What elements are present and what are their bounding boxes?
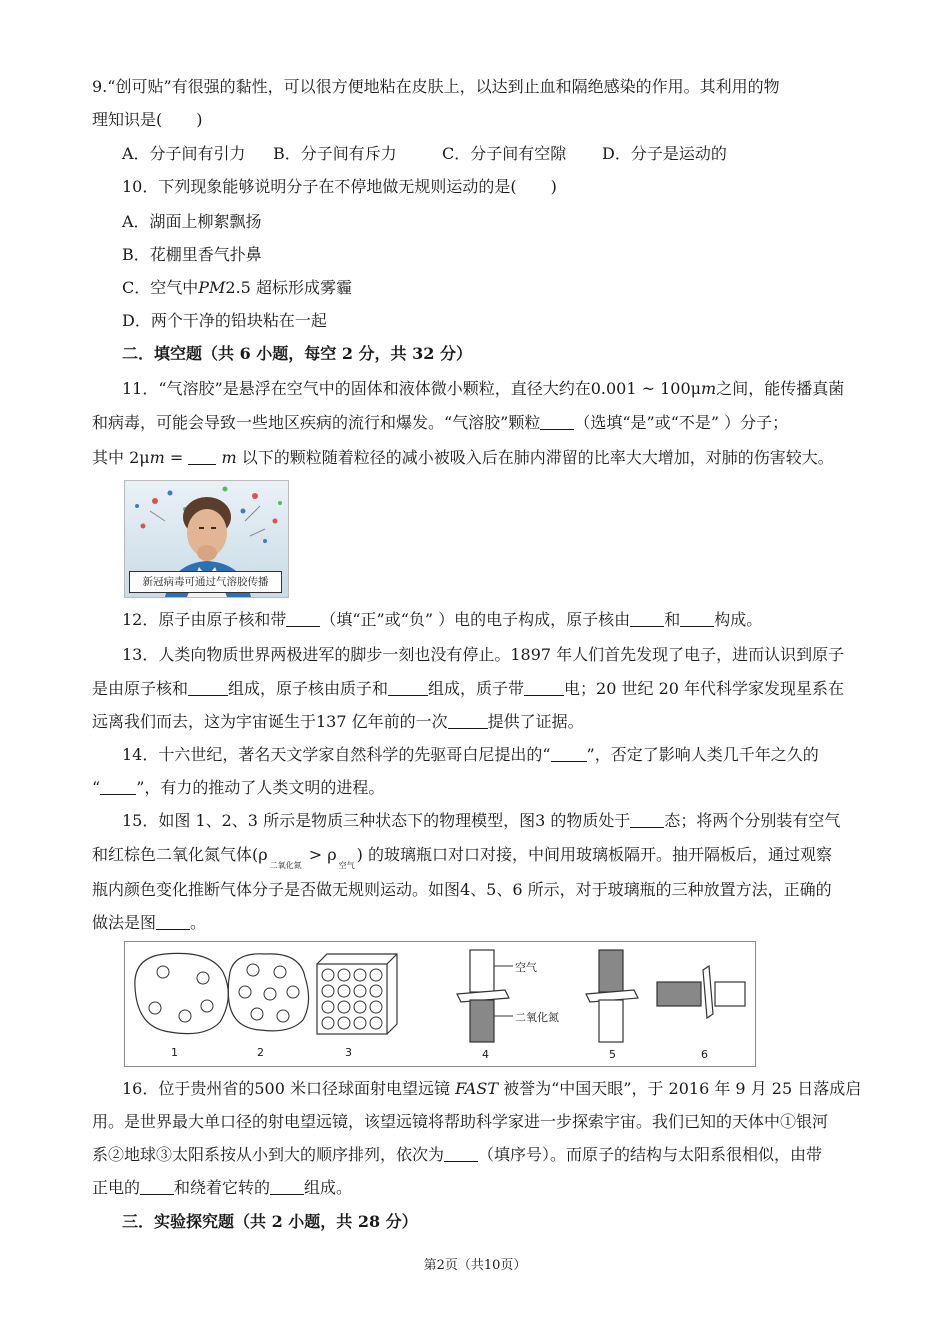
q15-sub-air: 空气 <box>338 861 355 870</box>
q13-line2 <box>92 678 872 700</box>
fig-label-5: 5 <box>609 1048 616 1061</box>
q15-text-b: 态；将两个分别装有空气 <box>664 811 841 830</box>
q9-paren-close: ) <box>196 110 203 129</box>
q11-unit-m: m <box>701 379 717 398</box>
bottle-setup-6 <box>657 966 745 1018</box>
q13-text-a: 是由原子核和 <box>92 679 189 698</box>
q11-line3 <box>92 447 872 469</box>
q15-line3: 瓶内颜色变化推断气体分子是否做无规则运动。如图4、5、6 所示，对于玻璃瓶的三种放置方法，正确的 <box>92 880 832 899</box>
q12-text-c: 和 <box>664 610 681 629</box>
q11-line3-rest: 以下的颗粒随着粒径的减小被吸入后在肺内滞留的比率大大增加，对肺的伤害较大。 <box>236 448 834 467</box>
q11-blank-1[interactable] <box>540 413 574 430</box>
q9-stem-text: 理知识是( <box>92 110 163 129</box>
q12-text-b: （填“正”或“负” ）电的电子构成，原子核由 <box>320 610 631 629</box>
q9-option-a: A．分子间有引力 <box>122 144 246 163</box>
q14-blank-1[interactable] <box>551 745 587 762</box>
q16-line4 <box>92 1177 872 1199</box>
label-no2: 二氧化氮 <box>515 1011 559 1024</box>
q10-paren-close: ) <box>550 177 557 196</box>
q15-text-e: 做法是图 <box>92 913 157 932</box>
q11-line1-text: 11．“气溶胶”是悬浮在空气中的固体和液体微小颗粒，直径大约在0.001 ~ 100μ <box>122 379 702 398</box>
q15-text-d: ) 的玻璃瓶口对口对接，中间用玻璃板隔开。抽开隔板后，通过观察 <box>356 845 832 864</box>
section3-title: 三．实验探究题（共 2 小题，共 28 分） <box>122 1212 418 1231</box>
q15-line2 <box>92 844 872 869</box>
q11-line1 <box>122 378 902 400</box>
q15-blank-1[interactable] <box>630 811 664 828</box>
q10-stem <box>122 176 902 198</box>
q11-unit-m3: m <box>221 448 237 467</box>
q13-text-b: 组成，原子核由质子和 <box>228 679 389 698</box>
q11-equals: = <box>164 448 189 467</box>
q15-text-a: 15．如图 1、2、3 所示是物质三种状态下的物理模型，图3 的物质处于 <box>122 811 631 830</box>
q15-greater-than: > ρ <box>303 845 337 864</box>
q16-blank-2[interactable] <box>140 1178 174 1195</box>
q16-text-g: 组成。 <box>304 1178 353 1197</box>
q16-blank-1[interactable] <box>444 1145 478 1162</box>
q9-option-c: C．分子间有空隙 <box>442 144 567 163</box>
q13-text-c: 组成，质子带 <box>428 679 525 698</box>
bottle-setup-4 <box>457 950 513 1042</box>
q15-figure <box>124 941 756 1067</box>
q10-option-d: D．两个干净的铅块粘在一起 <box>122 311 327 330</box>
q14-text-a: 14．十六世纪，著名天文学家自然科学的先驱哥白尼提出的“ <box>122 745 551 764</box>
molecules <box>149 964 382 1029</box>
q14-blank-2[interactable] <box>100 778 136 795</box>
q10-option-c-pm: PM <box>198 278 226 297</box>
q15-period: 。 <box>190 913 207 932</box>
fig-label-6: 6 <box>701 1048 708 1061</box>
q16-line2: 用。是世界最大单口径的射电望远镜，该望远镜将帮助科学家进一步探索宇宙。我们已知的天体中①银河 <box>92 1112 829 1131</box>
q14-open-quote: “ <box>92 778 101 797</box>
q11-unit-m2: m <box>149 448 165 467</box>
q13-text-e: 远离我们而去，这为宇宙诞生于137 亿年前的一次 <box>92 712 448 731</box>
label-air: 空气 <box>515 961 537 974</box>
q10-option-c-text: C．空气中 <box>122 278 199 297</box>
q12-blank-1[interactable] <box>286 610 320 627</box>
q16-text-f: 和绕着它转的 <box>174 1178 271 1197</box>
q13-blank-3[interactable] <box>524 679 564 696</box>
q9-options <box>122 143 902 165</box>
q9-stem-line2 <box>92 109 872 131</box>
q12-text-d: 构成。 <box>714 610 763 629</box>
q15-blank-2[interactable] <box>156 913 190 930</box>
fig-label-1: 1 <box>171 1046 178 1059</box>
aerosol-photo <box>124 480 289 598</box>
q9-stem-line1: 9.“创可贴”有很强的黏性，可以很方便地粘在皮肤上，以达到止血和隔绝感染的作用。其利用的物 <box>92 77 780 96</box>
q13-blank-1[interactable] <box>188 679 228 696</box>
fig-label-4: 4 <box>482 1048 489 1061</box>
q11-line1-rest: 之间，能传播真菌 <box>716 379 845 398</box>
q13-blank-2[interactable] <box>388 679 428 696</box>
photo-caption: 新冠病毒可通过气溶胶传播 <box>129 571 282 593</box>
q9-option-b: B．分子间有斥力 <box>273 144 397 163</box>
q16-text-a: 16．位于贵州省的500 米口径球面射电望远镜 <box>122 1079 450 1098</box>
q10-option-c <box>122 277 902 299</box>
q16-blank-3[interactable] <box>270 1178 304 1195</box>
q15-line4 <box>92 912 872 934</box>
q10-option-b: B．花棚里香气扑鼻 <box>122 245 262 264</box>
q16-text-e: 正电的 <box>92 1178 141 1197</box>
q16-text-d: （填序号）。而原子的结构与太阳系很相似，由带 <box>478 1145 823 1164</box>
q12-blank-2[interactable] <box>630 610 664 627</box>
q13-text-f: 提供了证据。 <box>487 712 584 731</box>
q15-text-c: 和红棕色二氧化氮气体(ρ <box>92 845 268 864</box>
fig-label-3: 3 <box>345 1046 352 1059</box>
q16-text-b: 被誉为“中国天眼”，于 2016 年 9 月 25 日落成启 <box>503 1079 862 1098</box>
q12-line <box>122 609 902 631</box>
q14-line2 <box>92 777 872 799</box>
q16-line1 <box>122 1078 902 1100</box>
q11-blank-2[interactable] <box>188 448 216 465</box>
q12-text-a: 12．原子由原子核和带 <box>122 610 287 629</box>
q11-line2 <box>92 412 872 434</box>
q13-blank-4[interactable] <box>448 712 488 729</box>
q13-line3 <box>92 711 872 733</box>
q16-line3 <box>92 1144 872 1166</box>
q16-fast: FAST <box>455 1079 498 1098</box>
q15-sub-no2: 二氧化氮 <box>269 861 302 870</box>
q10-option-c-rest: 2.5 超标形成雾霾 <box>225 278 352 297</box>
q16-text-c: 系②地球③太阳系按从小到大的顺序排列，依次为 <box>92 1145 445 1164</box>
q14-text-b: ”，否定了影响人类几千年之久的 <box>586 745 819 764</box>
page-footer: 第2页（共10页） <box>423 1258 527 1273</box>
q15-line1 <box>122 810 902 832</box>
states-and-bottles-diagram <box>125 942 755 1066</box>
q10-option-a: A．湖面上柳絮飘扬 <box>122 212 262 231</box>
q9-option-d: D．分子是运动的 <box>602 144 727 163</box>
q14-line1 <box>122 744 902 766</box>
section2-title: 二．填空题（共 6 小题，每空 2 分，共 32 分） <box>122 344 472 363</box>
q11-line3-text: 其中 2μ <box>92 448 150 467</box>
q13-text-d: 电；20 世纪 20 年代科学家发现星系在 <box>564 679 845 698</box>
gas-container <box>135 953 228 1033</box>
q11-line2-rest: （选填“是”或“不是” ）分子； <box>574 413 789 432</box>
q14-text-c: ”，有力的推动了人类文明的进程。 <box>136 778 385 797</box>
bottle-setup-5 <box>586 950 638 1042</box>
q11-line2-text: 和病毒，可能会导致一些地区疾病的流行和爆发。“气溶胶”颗粒 <box>92 413 541 432</box>
q13-line1: 13．人类向物质世界两极进军的脚步一刻也没有停止。1897 年人们首先发现了电子，进而认识到原子 <box>122 645 845 664</box>
q12-blank-3[interactable] <box>680 610 714 627</box>
q10-stem-text: 10．下列现象能够说明分子在不停地做无规则运动的是( <box>122 177 517 196</box>
fig-label-2: 2 <box>257 1046 264 1059</box>
